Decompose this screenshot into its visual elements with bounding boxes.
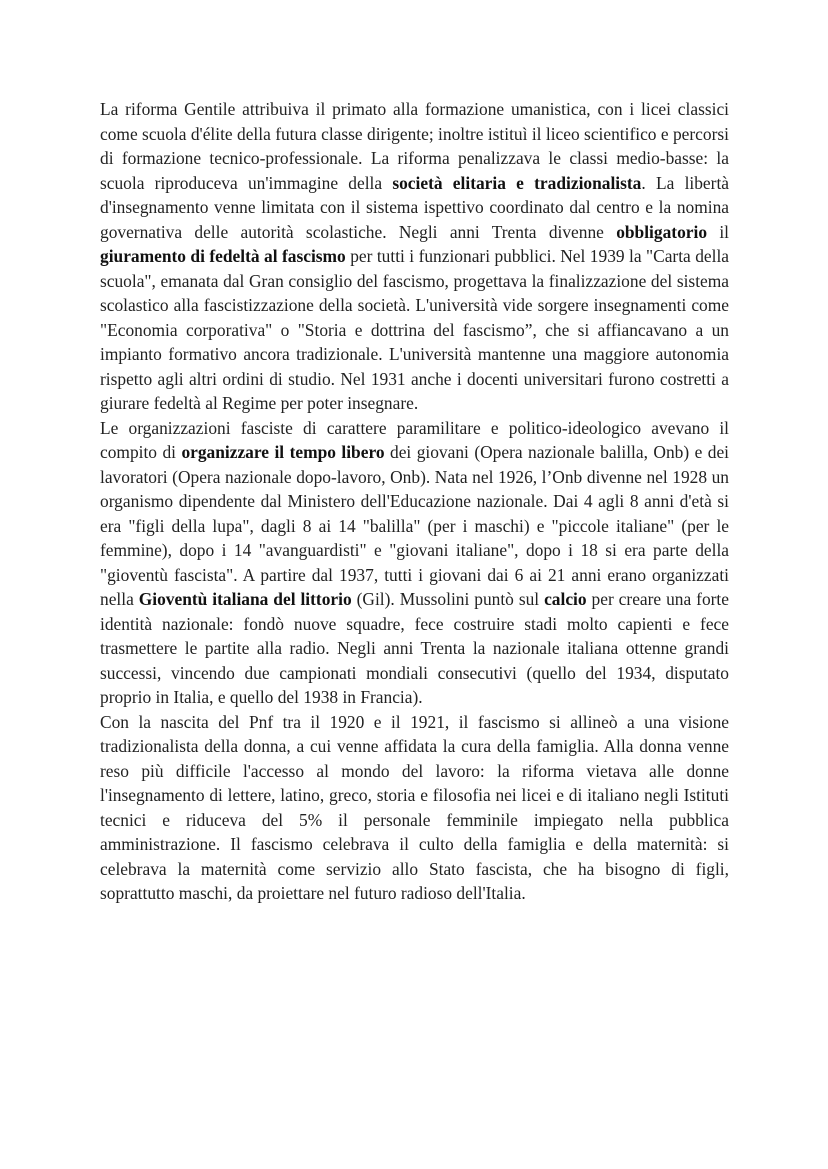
paragraph-donna-fascismo <box>100 710 729 906</box>
bold-term: organizzare il tempo libero <box>181 442 385 462</box>
text-run: dei giovani (Opera nazionale balilla, Onb) e dei lavoratori (Opera nazionale dopo-lavoro, Onb). Nata nel 1926, l’Onb divenne nel 1928 un organismo dipendente dal Ministero dell'Educazione nazionale. Dai 4 agli 8 anni d'età si era "figli della lupa", dagli 8 ai 14 "balilla" (per i maschi) e "piccole italiane" (per le femmine), dopo i 14 "avanguardisti" e "giovani italiane", dopo i 18 si era parte della "gioventù fascista". A partire dal 1937, tutti i giovani dai 6 ai 21 anni erano organizzati nella <box>100 442 729 609</box>
text-run: Le organizzazioni fasciste di carattere paramilitare e politico-ideologico avevano il compito di <box>100 417 729 462</box>
paragraph-organizzazioni-fasciste <box>100 416 729 710</box>
text-run: per creare una forte identità nazionale: fondò nuove squadre, fece costruire stadi molto capienti e fece trasmettere le partite alla radio. Negli anni Trenta la nazionale italiana ottenne grandi successi, vincendo due campionati mondiali consecutivi (quello del 1934, disputato proprio in Italia, e quello del 1938 in Francia). <box>100 589 729 707</box>
paragraph-riforma-gentile <box>100 97 729 416</box>
text-run: (Gil). Mussolini puntò sul <box>351 589 545 609</box>
bold-term: obbligatorio <box>616 221 708 242</box>
bold-term: calcio <box>544 589 587 609</box>
body-text <box>100 97 729 906</box>
text-run: . La libertà d'insegnamento venne limitata con il sistema ispettivo coordinato dal centro e la nomina governativa delle autorità scolastiche. Negli anni Trenta divenne <box>100 172 729 242</box>
bold-term: società elitaria e tradizionalista <box>392 172 642 193</box>
text-run: Con la nascita del Pnf tra il 1920 e il 1921, il fascismo si allineò a una visione tradizionalista della donna, a cui venne affidata la cura della famiglia. Alla donna venne reso più difficile l'accesso al mondo del lavoro: la riforma vietava alle donne l'insegnamento di lettere, latino, greco, storia e filosofia nei licei e di italiano negli Istituti tecnici e riduceva del 5% il personale femminile impiegato nella pubblica amministrazione. Il fascismo celebrava il culto della famiglia e della maternità: si celebrava la maternità come servizio allo Stato fascista, che ha bisogno di figli, soprattutto maschi, da proiettare nel futuro radioso dell'Italia. <box>100 711 729 903</box>
bold-term: Gioventù italiana del littorio <box>138 589 352 609</box>
text-run: La riforma Gentile attribuiva il primato alla formazione umanistica, con i licei classici come scuola d'élite della futura classe dirigente; inoltre istituì il liceo scientifico e percorsi di formazione tecnico-professionale. La riforma penalizzava le classi medio-basse: la scuola riproduceva un'immagine della <box>100 99 729 193</box>
text-run: per tutti i funzionari pubblici. Nel 1939 la "Carta della scuola", emanata dal Gran consiglio del fascismo, progettava la finalizzazione del sistema scolastico alla fascistizzazione della società. L'università vide sorgere insegnamenti come "Economia corporativa" o "Storia e dottrina del fascismo”, che si affiancavano a un impianto formativo ancora tradizionale. L'università mantenne una maggiore autonomia rispetto agli altri ordini di studio. Nel 1931 anche i docenti universitari furono costretti a giurare fedeltà al Regime per poter insegnare. <box>100 246 730 413</box>
bold-term: giuramento di fedeltà al fascismo <box>100 246 346 266</box>
text-run: il <box>707 221 729 242</box>
